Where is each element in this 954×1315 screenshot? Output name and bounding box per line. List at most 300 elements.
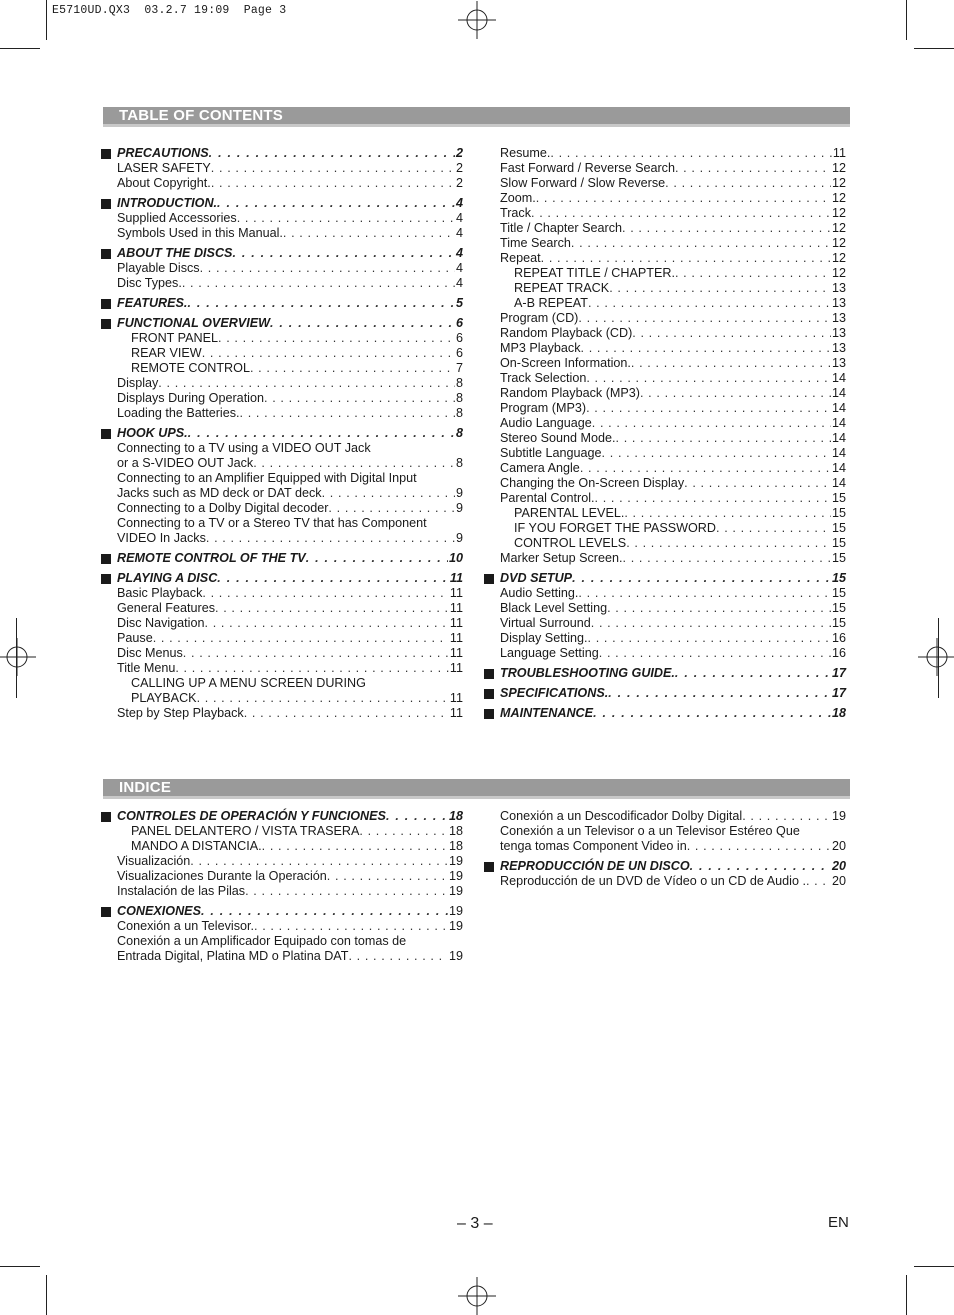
entry-page-number: 15	[831, 521, 846, 535]
entry-title: FUNCTIONAL OVERVIEW	[117, 316, 270, 330]
dot-leader	[586, 401, 831, 416]
print-slug: E5710UD.QX3 03.2.7 19:09 Page 3	[52, 4, 287, 17]
dot-leader	[217, 196, 455, 211]
entry-title: Basic Playback	[117, 586, 203, 600]
entry-page-number: 15	[831, 536, 846, 550]
dot-leader	[244, 706, 449, 721]
entry-page-number: 11	[449, 631, 463, 645]
entry-title: A-B REPEAT	[514, 296, 588, 310]
dot-leader	[262, 839, 448, 854]
toc-entry	[117, 331, 463, 346]
entry-page-number: 15	[831, 586, 846, 600]
toc-section-entry	[117, 146, 463, 161]
indice-title: INDICE	[119, 779, 172, 796]
entry-title: Entrada Digital, Platina MD o Platina DAT	[117, 949, 349, 963]
entry-page-number: 8	[455, 426, 463, 440]
entry-title: Visualización	[117, 854, 191, 868]
dot-leader	[665, 176, 831, 191]
square-bullet-icon	[484, 709, 494, 719]
toc-entry	[500, 371, 846, 386]
toc-entry	[117, 531, 463, 546]
entry-title: Changing the On-Screen Display	[500, 476, 685, 490]
entry-title: Track	[500, 206, 532, 220]
entry-title: REAR VIEW	[131, 346, 202, 360]
dot-leader	[608, 686, 831, 701]
crop-mark	[0, 48, 40, 49]
toc-section-entry	[117, 426, 463, 441]
dot-leader	[622, 221, 831, 236]
square-bullet-icon	[101, 319, 111, 329]
entry-page-number: 11	[449, 616, 463, 630]
entry-page-number: 14	[831, 476, 846, 490]
dot-leader	[593, 706, 831, 721]
toc-entry	[500, 281, 846, 296]
entry-page-number: 19	[448, 869, 463, 883]
indice-header-band	[103, 779, 850, 799]
entry-page-number: 12	[831, 266, 846, 280]
toc-entry	[117, 456, 463, 471]
square-bullet-icon	[101, 429, 111, 439]
entry-page-number: 7	[455, 361, 463, 375]
toc-entry	[117, 691, 463, 706]
toc-entry	[500, 461, 846, 476]
toc-header-band	[103, 107, 850, 127]
entry-title: Jacks such as MD deck or DAT deck	[117, 486, 322, 500]
entry-page-number: 20	[831, 839, 846, 853]
entry-title: LASER SAFETY	[117, 161, 211, 175]
entry-title: Connecting to a TV using a VIDEO OUT Jack	[117, 441, 371, 455]
entry-title: Marker Setup Screen.	[500, 551, 623, 565]
dot-leader	[541, 251, 831, 266]
entry-page-number: 6	[455, 316, 463, 330]
entry-title: CONTROL LEVELS	[514, 536, 627, 550]
entry-title: Camera Angle	[500, 461, 580, 475]
dot-leader	[581, 341, 831, 356]
square-bullet-icon	[101, 554, 111, 564]
toc-entry	[500, 476, 846, 491]
entry-page-number: 19	[448, 949, 463, 963]
toc-section-entry	[500, 571, 846, 586]
entry-title: Subtitle Language	[500, 446, 602, 460]
entry-title: Disc Types.	[117, 276, 182, 290]
entry-title: Playable Discs	[117, 261, 200, 275]
dot-leader	[386, 809, 448, 824]
entry-title: Loading the Batteries.	[117, 406, 240, 420]
entry-page-number: 19	[448, 919, 463, 933]
toc-entry	[117, 376, 463, 391]
dot-leader	[188, 426, 455, 441]
square-bullet-icon	[484, 689, 494, 699]
dot-leader	[245, 884, 448, 899]
crop-mark	[0, 1266, 40, 1267]
toc-section-entry	[500, 666, 846, 681]
entry-page-number: 12	[831, 251, 846, 265]
toc-entry	[500, 206, 846, 221]
dot-leader	[202, 346, 455, 361]
entry-title: Conexión a un Televisor.	[117, 919, 254, 933]
entry-page-number: 18	[448, 809, 463, 823]
dot-leader	[716, 521, 831, 536]
toc-entry	[117, 949, 463, 964]
entry-page-number: 8	[455, 376, 463, 390]
entry-page-number: 19	[448, 884, 463, 898]
dot-leader	[806, 874, 831, 889]
entry-title: Conexión a un Descodificador Dolby Digital	[500, 809, 743, 823]
entry-title: Title Menu	[117, 661, 176, 675]
toc-entry	[117, 211, 463, 226]
entry-page-number: 17	[831, 666, 846, 680]
square-bullet-icon	[101, 907, 111, 917]
entry-page-number: 4	[455, 211, 463, 225]
entry-title: Supplied Accessories	[117, 211, 237, 225]
dot-leader	[322, 486, 455, 501]
entry-page-number: 8	[455, 391, 463, 405]
entry-page-number: 4	[455, 276, 463, 290]
dot-leader	[190, 854, 448, 869]
entry-title: ABOUT THE DISCS	[117, 246, 233, 260]
entry-title: Reproducción de un DVD de Vídeo o un CD de Audio .	[500, 874, 806, 888]
toc-entry	[500, 506, 846, 521]
entry-page-number: 13	[831, 311, 846, 325]
toc-entry	[117, 501, 463, 516]
toc-entry	[117, 516, 463, 531]
toc-entry	[500, 266, 846, 281]
dot-leader	[270, 316, 455, 331]
toc-left-column	[117, 146, 463, 721]
dot-leader	[205, 616, 449, 631]
entry-page-number: 2	[455, 161, 463, 175]
entry-title: Displays During Operation	[117, 391, 264, 405]
entry-title: Connecting to a TV or a Stereo TV that has Component	[117, 516, 427, 530]
entry-page-number: 11	[449, 661, 463, 675]
dot-leader	[578, 586, 831, 601]
entry-title: VIDEO In Jacks	[117, 531, 206, 545]
entry-title: FRONT PANEL	[131, 331, 219, 345]
entry-title: REPEAT TRACK	[514, 281, 610, 295]
entry-title: PRECAUTIONS	[117, 146, 209, 160]
dot-leader	[359, 824, 448, 839]
toc-entry	[500, 631, 846, 646]
toc-entry	[500, 356, 846, 371]
entry-title: Program (MP3)	[500, 401, 587, 415]
entry-page-number: 11	[449, 571, 463, 585]
toc-entry	[117, 176, 463, 191]
toc-entry	[117, 346, 463, 361]
entry-page-number: 8	[455, 406, 463, 420]
toc-entry	[500, 601, 846, 616]
toc-entry	[117, 631, 463, 646]
entry-page-number: 4	[455, 226, 463, 240]
dot-leader	[237, 211, 455, 226]
entry-page-number: 13	[831, 356, 846, 370]
dot-leader	[684, 476, 831, 491]
crop-mark	[906, 1275, 907, 1315]
toc-entry	[500, 386, 846, 401]
registration-mark-icon	[458, 1, 496, 39]
dot-leader	[253, 456, 455, 471]
dot-leader	[591, 616, 831, 631]
toc-entry	[500, 341, 846, 356]
entry-title: CONTROLES DE OPERACIÓN Y FUNCIONES	[117, 809, 386, 823]
toc-section-entry	[117, 196, 463, 211]
entry-page-number: 11	[449, 601, 463, 615]
toc-section-entry	[500, 686, 846, 701]
dot-leader	[616, 431, 831, 446]
dot-leader	[687, 839, 831, 854]
toc-entry	[500, 161, 846, 176]
square-bullet-icon	[101, 574, 111, 584]
entry-title: IF YOU FORGET THE PASSWORD	[514, 521, 716, 535]
toc-entry	[500, 551, 846, 566]
entry-title: Program (CD)	[500, 311, 579, 325]
entry-title: Disc Menus	[117, 646, 183, 660]
toc-section-entry	[117, 246, 463, 261]
entry-page-number: 6	[455, 346, 463, 360]
dot-leader	[183, 646, 449, 661]
entry-page-number: 12	[831, 206, 846, 220]
toc-entry	[500, 326, 846, 341]
toc-entry	[500, 401, 846, 416]
toc-entry	[500, 536, 846, 551]
toc-entry	[500, 874, 846, 889]
dot-leader	[240, 406, 455, 421]
toc-entry	[500, 251, 846, 266]
entry-title: REMOTE CONTROL	[131, 361, 250, 375]
registration-mark-icon	[458, 1277, 496, 1315]
entry-title: About Copyright.	[117, 176, 211, 190]
toc-entry	[117, 661, 463, 676]
dot-leader	[153, 631, 449, 646]
entry-page-number: 9	[455, 486, 463, 500]
crop-mark	[914, 1266, 954, 1267]
dot-leader	[580, 461, 831, 476]
entry-page-number: 5	[455, 296, 463, 310]
dot-leader	[609, 281, 831, 296]
entry-title: SPECIFICATIONS.	[500, 686, 609, 700]
toc-section-entry	[117, 809, 463, 824]
entry-page-number: 11	[449, 691, 463, 705]
entry-title: Random Playback (MP3)	[500, 386, 640, 400]
entry-page-number: 13	[831, 326, 846, 340]
dot-leader	[250, 361, 455, 376]
toc-entry	[500, 296, 846, 311]
entry-title: PANEL DELANTERO / VISTA TRASERA	[131, 824, 360, 838]
crop-mark	[46, 1275, 47, 1315]
dot-leader	[675, 266, 831, 281]
entry-page-number: 20	[831, 859, 846, 873]
entry-page-number: 19	[831, 809, 846, 823]
dot-leader	[631, 356, 831, 371]
entry-title: Instalación de las Pilas	[117, 884, 246, 898]
entry-title: PARENTAL LEVEL.	[514, 506, 625, 520]
entry-page-number: 18	[448, 839, 463, 853]
dot-leader	[578, 311, 831, 326]
entry-title: Time Search	[500, 236, 571, 250]
dot-leader	[632, 326, 831, 341]
dot-leader	[175, 661, 449, 676]
entry-page-number: 13	[831, 341, 846, 355]
dot-leader	[209, 146, 455, 161]
dot-leader	[623, 551, 831, 566]
toc-entry	[500, 146, 846, 161]
toc-section-entry	[117, 571, 463, 586]
toc-entry	[117, 441, 463, 456]
entry-page-number: 12	[831, 176, 846, 190]
entry-title: Display	[117, 376, 159, 390]
entry-page-number: 17	[831, 686, 846, 700]
dot-leader	[586, 371, 831, 386]
dot-leader	[283, 226, 455, 241]
dot-leader	[211, 176, 455, 191]
entry-page-number: 15	[831, 601, 846, 615]
dot-leader	[158, 376, 455, 391]
toc-entry	[500, 416, 846, 431]
entry-title: Audio Language	[500, 416, 592, 430]
toc-entry	[500, 809, 846, 824]
toc-entry	[500, 646, 846, 661]
toc-entry	[117, 276, 463, 291]
entry-title: Repeat	[500, 251, 541, 265]
entry-page-number: 6	[455, 331, 463, 345]
dot-leader	[571, 236, 831, 251]
dot-leader	[640, 386, 831, 401]
toc-entry	[500, 236, 846, 251]
entry-title: or a S-VIDEO OUT Jack	[117, 456, 254, 470]
entry-page-number: 9	[455, 501, 463, 515]
entry-title: Symbols Used in this Manual.	[117, 226, 283, 240]
dot-leader	[201, 904, 448, 919]
dot-leader	[595, 491, 831, 506]
entry-page-number: 11	[449, 586, 463, 600]
toc-entry	[117, 486, 463, 501]
square-bullet-icon	[101, 812, 111, 822]
entry-page-number: 8	[455, 456, 463, 470]
entry-title: CALLING UP A MENU SCREEN DURING	[131, 676, 366, 690]
entry-page-number: 15	[831, 506, 846, 520]
toc-entry	[117, 471, 463, 486]
dot-leader	[232, 246, 455, 261]
toc-entry	[117, 869, 463, 884]
square-bullet-icon	[101, 249, 111, 259]
entry-title: Visualizaciones Durante la Operación	[117, 869, 327, 883]
entry-page-number: 14	[831, 371, 846, 385]
crop-mark	[914, 48, 954, 49]
entry-page-number: 14	[831, 416, 846, 430]
toc-entry	[500, 824, 846, 839]
entry-page-number: 18	[448, 824, 463, 838]
square-bullet-icon	[101, 299, 111, 309]
toc-entry	[117, 919, 463, 934]
entry-page-number: 12	[831, 191, 846, 205]
dot-leader	[218, 331, 455, 346]
entry-page-number: 16	[831, 646, 846, 660]
dot-leader	[327, 869, 448, 884]
toc-entry	[117, 586, 463, 601]
toc-entry	[117, 406, 463, 421]
crop-mark	[906, 0, 907, 40]
dot-leader	[254, 919, 448, 934]
entry-title: MANDO A DISTANCIA.	[131, 839, 262, 853]
entry-title: Parental Control.	[500, 491, 595, 505]
dot-leader	[215, 601, 449, 616]
entry-title: Pause	[117, 631, 153, 645]
square-bullet-icon	[101, 149, 111, 159]
indice-right-column	[500, 809, 846, 889]
entry-page-number: 2	[455, 146, 463, 160]
entry-title: TROUBLESHOOTING GUIDE.	[500, 666, 675, 680]
entry-title: Fast Forward / Reverse Search	[500, 161, 675, 175]
language-code: EN	[828, 1214, 849, 1231]
entry-title: Step by Step Playback	[117, 706, 244, 720]
dot-leader	[742, 809, 831, 824]
toc-entry	[117, 391, 463, 406]
entry-page-number: 10	[448, 551, 463, 565]
toc-section-entry	[500, 859, 846, 874]
dot-leader	[217, 571, 449, 586]
dot-leader	[202, 586, 449, 601]
entry-page-number: 4	[455, 246, 463, 260]
entry-title: INTRODUCTION.	[117, 196, 218, 210]
toc-entry	[117, 854, 463, 869]
registration-mark-icon	[918, 638, 954, 676]
toc-right-column	[500, 146, 846, 721]
toc-entry	[500, 446, 846, 461]
dot-leader	[211, 161, 455, 176]
toc-entry	[117, 161, 463, 176]
toc-entry	[500, 491, 846, 506]
toc-entry	[500, 191, 846, 206]
dot-leader	[588, 631, 831, 646]
toc-section-entry	[117, 904, 463, 919]
entry-page-number: 12	[831, 236, 846, 250]
toc-entry	[500, 521, 846, 536]
entry-title: MAINTENANCE	[500, 706, 594, 720]
entry-page-number: 4	[455, 196, 463, 210]
entry-page-number: 19	[448, 854, 463, 868]
toc-entry	[500, 311, 846, 326]
entry-page-number: 12	[831, 221, 846, 235]
dot-leader	[599, 646, 831, 661]
entry-page-number: 13	[831, 281, 846, 295]
entry-title: Connecting to a Dolby Digital decoder	[117, 501, 329, 515]
entry-title: Resume.	[500, 146, 551, 160]
entry-page-number: 4	[455, 261, 463, 275]
dot-leader	[624, 506, 831, 521]
entry-page-number: 19	[448, 904, 463, 918]
dot-leader	[602, 446, 831, 461]
entry-title: REPEAT TITLE / CHAPTER.	[514, 266, 675, 280]
entry-page-number: 14	[831, 431, 846, 445]
entry-page-number: 18	[831, 706, 846, 720]
toc-entry	[500, 839, 846, 854]
toc-entry	[117, 361, 463, 376]
entry-title: tenga tomas Component Video in	[500, 839, 687, 853]
entry-title: Connecting to an Amplifier Equipped with Digital Input	[117, 471, 417, 485]
entry-title: Disc Navigation	[117, 616, 205, 630]
dot-leader	[197, 691, 449, 706]
toc-entry	[500, 431, 846, 446]
dot-leader	[572, 571, 831, 586]
entry-page-number: 15	[831, 571, 846, 585]
toc-entry	[117, 884, 463, 899]
entry-page-number: 20	[831, 874, 846, 888]
entry-title: REPRODUCCIÓN DE UN DISCO	[500, 859, 690, 873]
entry-page-number: 11	[832, 146, 846, 160]
entry-page-number: 11	[449, 646, 463, 660]
entry-title: Black Level Setting	[500, 601, 608, 615]
square-bullet-icon	[101, 199, 111, 209]
entry-title: Stereo Sound Mode.	[500, 431, 616, 445]
